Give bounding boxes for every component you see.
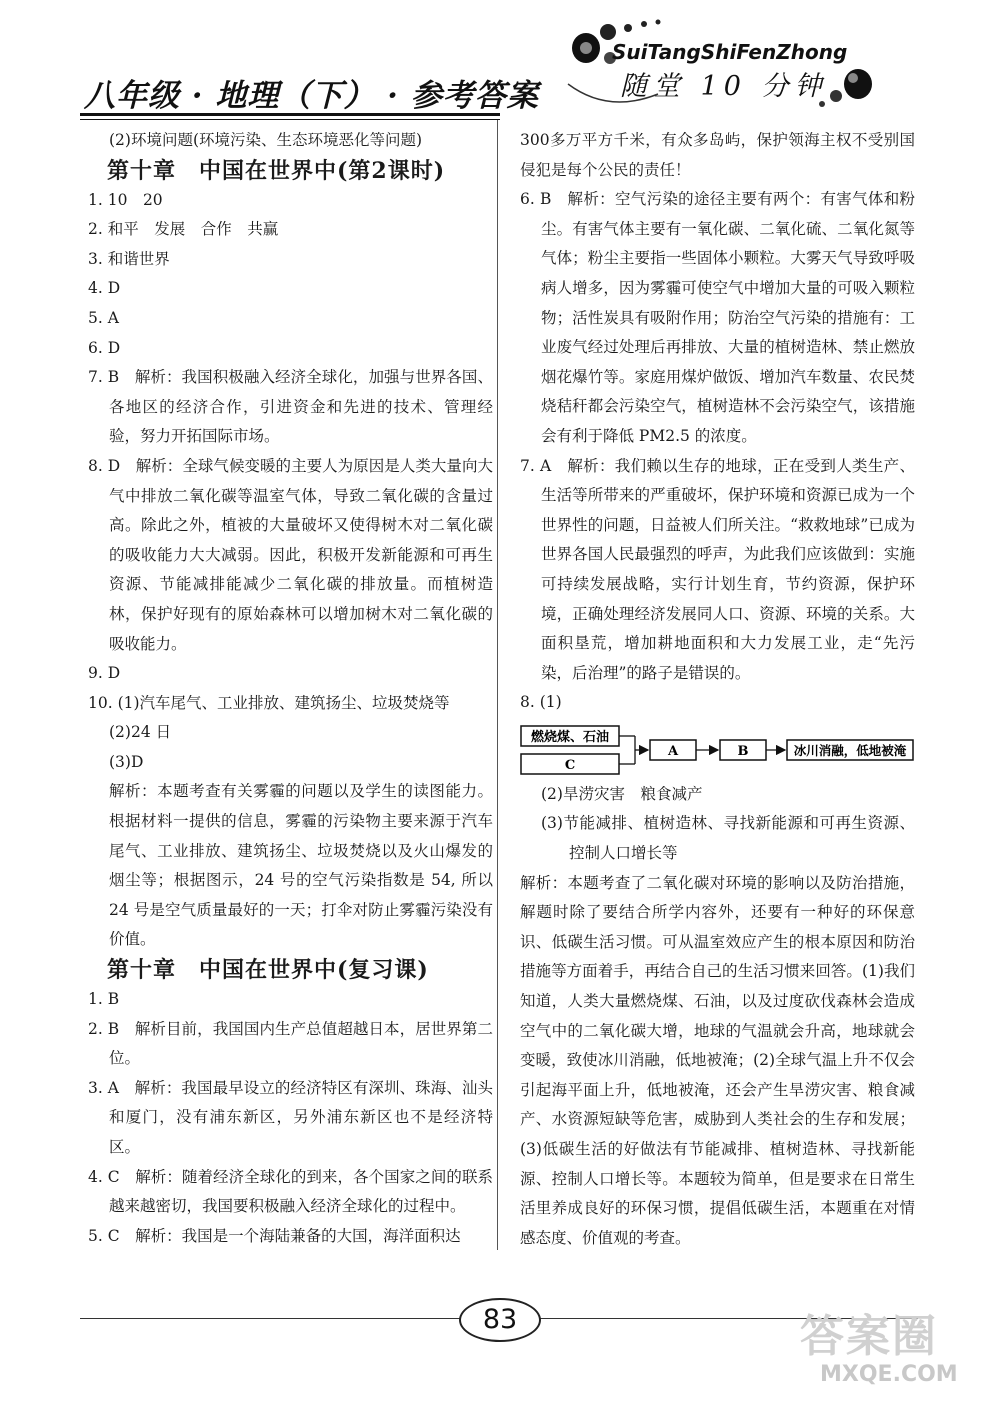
answer-item: 3. A 解析：我国最早设立的经济特区有深圳、珠海、汕头和厦门，没有浦东新区，另外浦东新区也不是经济特区。: [88, 1078, 493, 1156]
answer-item: 9. D: [88, 664, 121, 683]
flow-box-b-label: B: [737, 743, 749, 759]
answer-item: 8. (1): [520, 693, 562, 712]
answer-item: 4. C 解析：随着经济全球化的到来，各个国家之间的联系越来越密切，我国要积极融入经济全球化的过程中。: [88, 1167, 493, 1216]
answer-item: 5. A: [88, 308, 119, 327]
answer-explanation: 解析：本题考查有关雾霾的问题以及学生的读图能力。根据材料一提供的信息，雾霾的污染物主要来源于汽车尾气、工业排放、建筑扬尘、垃圾焚烧以及火山爆发的烟尘等；根据图示，24 号的空气污染指数是 54, 所以 24 号是空气质量最好的一天；打伞对防止雾霾污染没有价值。: [109, 782, 493, 949]
column-divider: [497, 120, 498, 1250]
answer-continuation: 300多万平方千米，有众多岛屿，保护领海主权不受别国侵犯是每个公民的责任！: [520, 131, 915, 179]
answer-subitem: (3)节能减排、植树造林、寻找新能源和可再生资源、控制人口增长等: [541, 814, 915, 863]
answer-item: 4. D: [88, 279, 121, 298]
answer-line: (2)环境问题(环境污染、生态环境恶化等问题): [109, 131, 423, 149]
answer-item: 7. A 解析：我们赖以生存的地球，正在受到人类生产、生活等所带来的严重破坏，保护环境和资源已成为一个世界性的问题，日益被人们所关注。“救救地球”已成为世界各国人民最强烈的呼声，为此我们应该做到：实施可持续发展战略，实行计划生育，节约资源，保护环境，正确处理经济发展同人口、资源、环境的关系。大面积垦荒，增加耕地面积和大力发展工业，走“先污染，后治理”的路子是错误的。: [520, 456, 915, 682]
page-number: 83: [459, 1298, 541, 1342]
page-header-title: 八年级 · 地理（下） · 参考答案: [84, 78, 539, 114]
header-rule: [80, 113, 500, 116]
header-rule-thin: [80, 119, 500, 120]
answer-item: 3. 和谐世界: [88, 249, 170, 268]
flow-box-result-label: 冰川消融，低地被淹: [793, 742, 907, 758]
answer-item: 5. C 解析：我国是一个海陆兼备的大国，海洋面积达: [88, 1226, 461, 1245]
answer-item: 2. B 解析目前，我国国内生产总值超越日本，居世界第二位。: [88, 1019, 493, 1068]
answer-explanation: 解析：本题考查了二氧化碳对环境的影响以及防治措施，解题时除了要结合所学内容外，还要有一种好的环保意识、低碳生活习惯。可从温室效应产生的根本原因和防治措施等方面着手，再结合自己的生活习惯来回答。(1)我们知道，人类大量燃烧煤、石油，以及过度砍伐森林会造成空气中的二氧化碳大增，地球的气温就会升高，地球就会变暖，致使冰川消融，低地被淹；(2)全球气温上升不仅会引起海平面上升，低地被淹，还会产生旱涝灾害、粮食减产、水资源短缺等危害，威胁到人类社会的生存和发展；(3)低碳生活的好做法有节能减排、植树造林、寻找新能源、控制人口增长等。本题较为简单，但是要求在日常生活里养成良好的环保习惯，提倡低碳生活，本题重在对情感态度、价值观的考查。: [520, 873, 915, 1247]
answer-subitem: (2)24 日: [109, 723, 172, 742]
left-column: [88, 126, 493, 1251]
section-heading: 第十章 中国在世界中(第2课时): [107, 157, 446, 184]
answer-item: 1. 10 20: [88, 190, 163, 209]
answer-item: 2. 和平 发展 合作 共赢: [88, 220, 279, 239]
watermark-logo: 答案圈: [800, 1311, 938, 1362]
brand-name-latin: SuiTangShiFenZhong: [612, 40, 848, 64]
answer-item: 1. B: [88, 990, 120, 1009]
flow-box-a-label: A: [667, 743, 679, 759]
answer-item: 7. B 解析：我国积极融入经济全球化，加强与世界各国、各地区的经济合作，引进资金和先进的技术、管理经验，努力开拓国际市场。: [88, 368, 493, 446]
answer-item: 8. D 解析：全球气候变暖的主要人为原因是人类大量向大气中排放二氧化碳等温室气体，导致二氧化碳的含量过高。除此之外，植被的大量破坏又使得树木对二氧化碳的吸收能力大大减弱。因此，积极开发新能源和可再生资源、节能减排能减少二氧化碳的排放量。而植树造林，保护好现有的原始森林可以增加树木对二氧化碳的吸收能力。: [88, 456, 493, 653]
section-heading: 第十章 中国在世界中(复习课): [107, 957, 429, 984]
answer-subitem: (2)旱涝灾害 粮食减产: [541, 784, 703, 803]
flow-box-c-label: C: [564, 757, 576, 773]
answer-item: 6. B 解析：空气污染的途径主要有两个：有害气体和粉尘。有害气体主要有一氧化碳、二氧化硫、二氧化氮等气体；粉尘主要指一些固体小颗粒。大雾天气导致呼吸病人增多，因为雾霾可使空气中增加大量的可吸入颗粒物；活性炭具有吸附作用；防治空气污染的措施有：工业废气经过处理后再排放、大量的植树造林、禁止燃放烟花爆竹等。家庭用煤炉做饭、增加汽车数量、农民焚烧秸秆都会污染空气，植树造林不会污染空气，该措施会有利于降低 PM2.5 的浓度。: [520, 190, 915, 445]
flow-diagram: [520, 720, 915, 780]
answer-subitem: (3)D: [109, 752, 144, 771]
footer-rule-left: [80, 1318, 460, 1319]
answer-item: 10. (1)汽车尾气、工业排放、建筑扬尘、垃圾焚烧等: [88, 693, 450, 712]
flow-box-fossil-fuel-label: 燃烧煤、石油: [530, 729, 610, 745]
brand-name-chinese: 随堂 10 分钟: [620, 71, 828, 102]
answer-item: 6. D: [88, 338, 121, 357]
right-column: [520, 126, 915, 1253]
watermark-url: MXQE.COM: [820, 1362, 958, 1387]
